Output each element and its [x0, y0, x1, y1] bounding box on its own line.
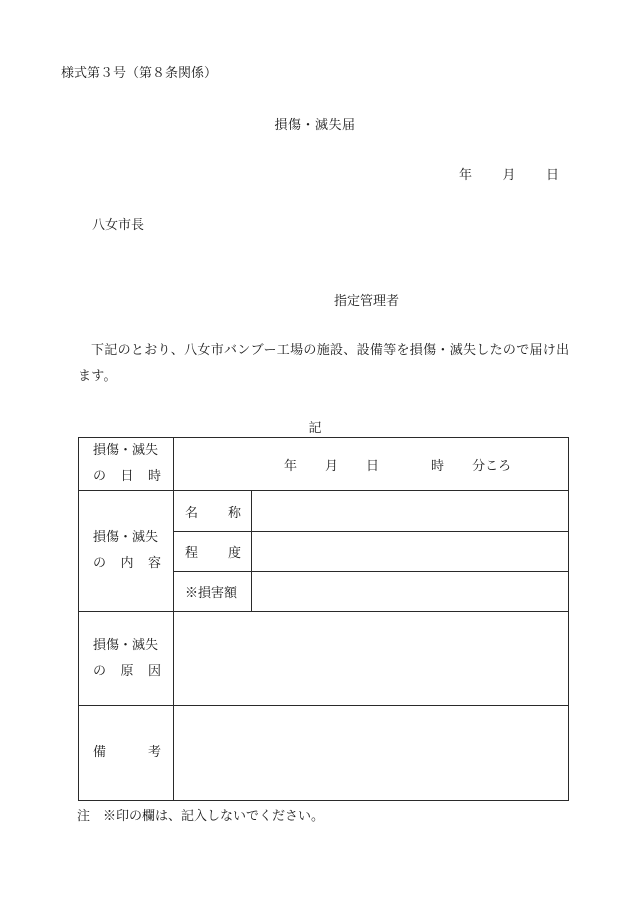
body-text: 下記のとおり、八女市バンブー工場の施設、設備等を損傷・滅失したので届け出ます。: [78, 343, 570, 384]
datetime-row: [79, 438, 569, 491]
ki-heading: 記: [308, 421, 322, 436]
datetime-label-line1: 損傷・滅失: [93, 443, 159, 458]
footnote: 注 ※印の欄は、記入しないでください。: [77, 809, 325, 824]
datetime-label-char: の: [93, 469, 107, 484]
datetime-hour-label: 時: [431, 458, 445, 474]
degree-label-char: 程: [185, 546, 199, 561]
datetime-label-char: 時: [147, 469, 161, 484]
remarks-label-char: 考: [147, 745, 161, 760]
cause-row: [79, 612, 569, 706]
name-label-char: 名: [185, 505, 199, 521]
form-number: 様式第３号（第８条関係）: [61, 66, 218, 81]
damage-amount-field[interactable]: [252, 572, 569, 612]
date-month-label: 月: [502, 168, 516, 183]
name-field[interactable]: [252, 491, 569, 532]
content-label-char: 内: [120, 556, 134, 571]
cause-label-char: 原: [120, 663, 134, 679]
name-label: [174, 491, 252, 532]
content-label: [79, 491, 174, 612]
remarks-row: [79, 706, 569, 801]
datetime-month-label: 月: [325, 458, 339, 474]
submitter-label: 指定管理者: [334, 294, 400, 309]
content-label-char: の: [93, 556, 107, 571]
degree-label: [174, 532, 252, 572]
datetime-label-char: 日: [120, 469, 134, 484]
document-title: 損傷・滅失届: [274, 118, 356, 133]
degree-label-char: 度: [227, 546, 241, 561]
content-label-line1: 損傷・滅失: [93, 530, 159, 545]
datetime-minute-label: 分ころ: [472, 458, 512, 474]
remarks-label: [79, 706, 174, 801]
addressee: 八女市長: [92, 218, 145, 233]
damage-amount-label: ※損害額: [174, 572, 252, 612]
cause-label: [79, 612, 174, 706]
datetime-field[interactable]: [174, 438, 569, 491]
datetime-day-label: 日: [366, 458, 380, 474]
submission-date: [459, 164, 559, 183]
content-label-char: 容: [147, 556, 161, 571]
content-row-name: [79, 491, 569, 532]
datetime-year-label: 年: [284, 458, 298, 474]
cause-label-char: の: [93, 663, 107, 679]
report-table: [78, 437, 569, 801]
remarks-field[interactable]: [174, 706, 569, 801]
datetime-label: [79, 438, 174, 491]
degree-field[interactable]: [252, 532, 569, 572]
remarks-label-char: 備: [93, 745, 107, 760]
cause-label-char: 因: [147, 663, 161, 679]
cause-field[interactable]: [174, 612, 569, 706]
cause-label-line1: 損傷・滅失: [93, 637, 159, 653]
date-year-label: 年: [459, 168, 473, 183]
date-day-label: 日: [545, 168, 559, 183]
name-label-char: 称: [227, 505, 241, 521]
